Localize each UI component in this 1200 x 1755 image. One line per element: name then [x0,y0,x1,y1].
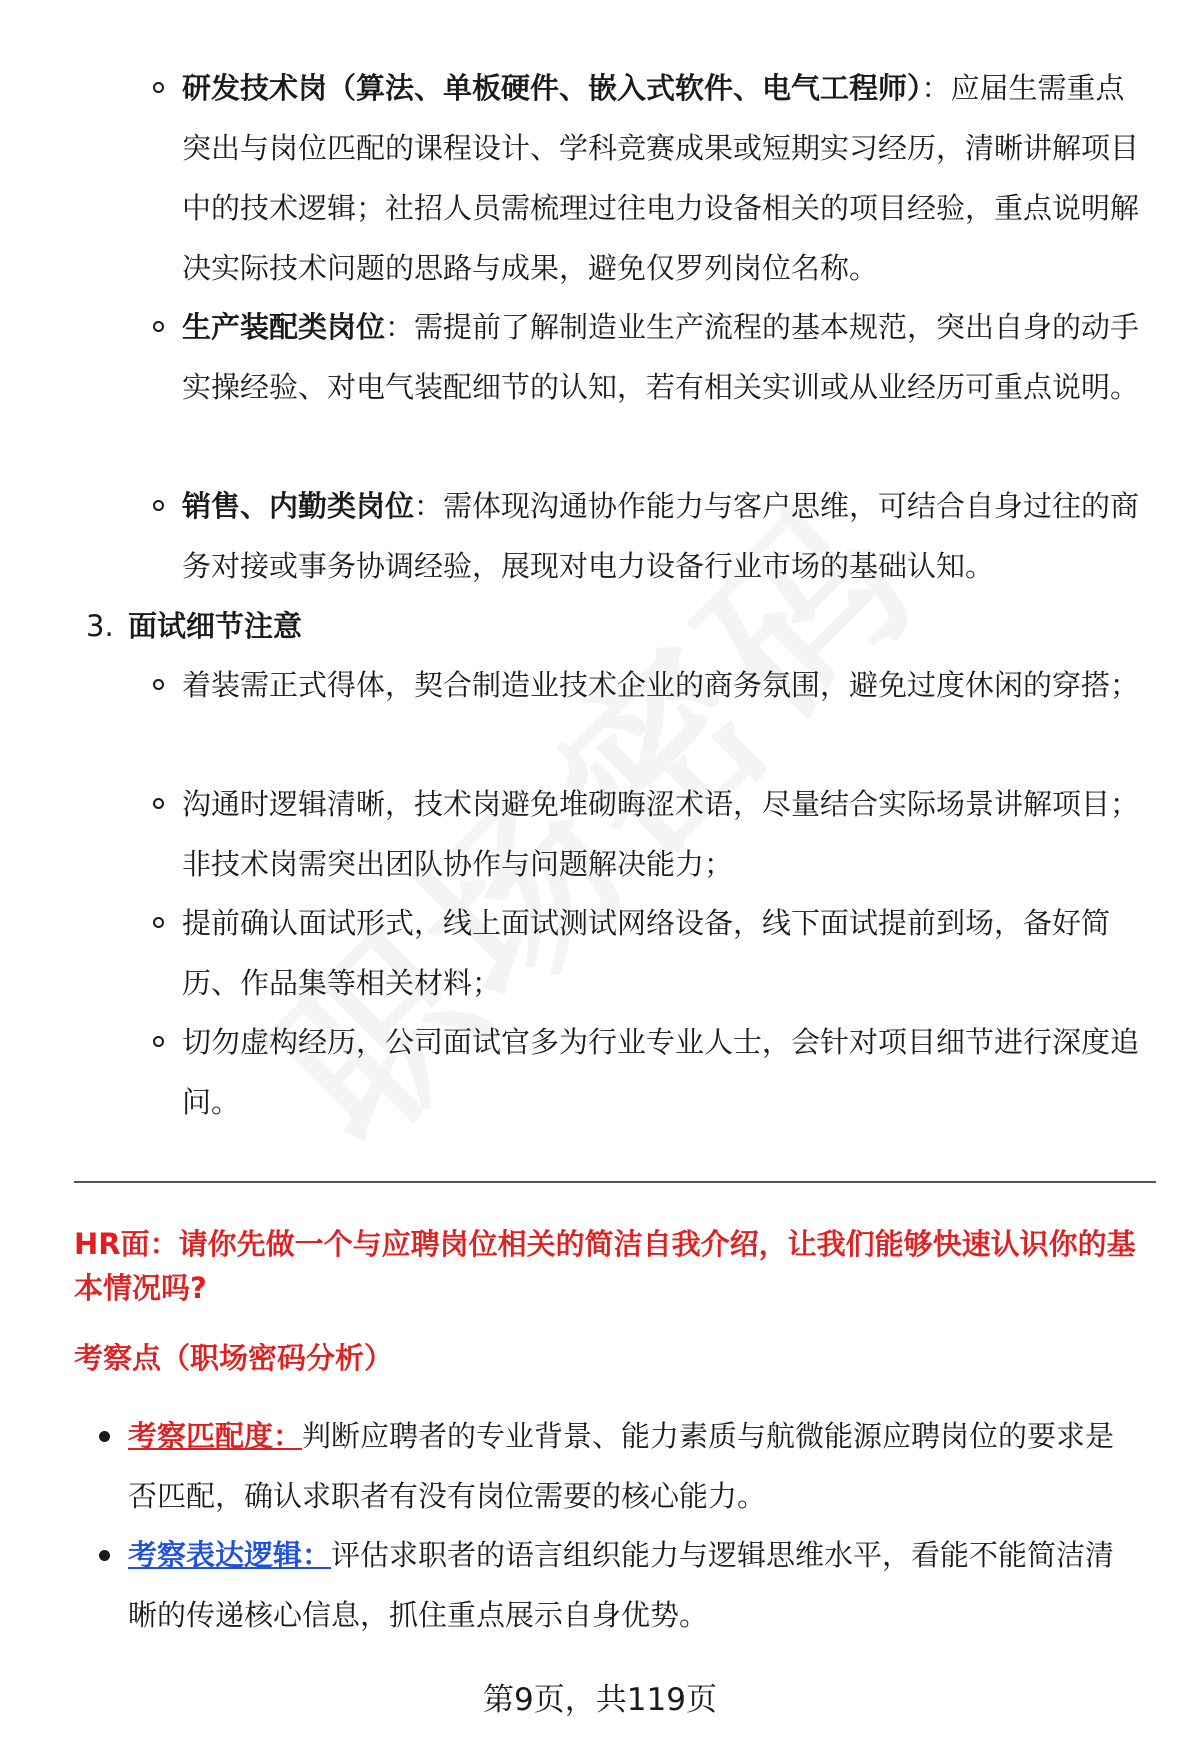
list-item-production [182,297,1140,417]
point-label: 考察表达逻辑： [128,1538,332,1572]
list-item: 沟通时逻辑清晰，技术岗避免堆砌晦涩术语，尽量结合实际场景讲解项目；非技术岗需突出团队协作与问题解决能力； [182,787,1140,881]
page-footer: 第9页，共119页 [483,1682,717,1718]
list-item-sales [182,476,1140,596]
dot-bullet-icon [99,1550,110,1561]
dot-bullet-icon [99,1431,110,1442]
list-item: 切勿虚构经历，公司面试官多为行业专业人士，会针对项目细节进行深度追问。 [182,1025,1140,1119]
item-label: 生产装配类岗位 [182,310,386,344]
item-text: ：应届生需重点突出与岗位匹配的课程设计、学科竞赛成果或短期实习经历，清晰讲解项目中的技术逻辑；社招人员需梳理过往电力设备相关的项目经验，重点说明解决实际技术问题的思路与成果，避免仅罗列岗位名称。 [182,71,1140,285]
list-item: 提前确认面试形式，线上面试测试网络设备，线下面试提前到场，备好简历、作品集等相关材料； [182,906,1111,1000]
item-label: 销售、内勤类岗位 [182,489,415,523]
hollow-bullet-icon [153,500,164,511]
analysis-point-logic [128,1525,1140,1645]
hollow-bullet-icon [153,798,164,809]
item-text: ：需提前了解制造业生产流程的基本规范，突出自身的动手实操经验、对电气装配细节的认知，若有相关实训或从业经历可重点说明。 [182,310,1140,404]
hollow-bullet-icon [153,917,164,928]
list-item: 着装需正式得体，契合制造业技术企业的商务氛围，避免过度休闲的穿搭； [182,668,1140,702]
hollow-bullet-icon [153,82,164,93]
section-heading [86,596,302,656]
section-number: 3. [86,609,114,643]
item-text: ：需体现沟通协作能力与客户思维，可结合自身过往的商务对接或事务协调经验，展现对电力设备行业市场的基础认知。 [182,489,1140,583]
item-label: 研发技术岗（算法、单板硬件、嵌入式软件、电气工程师） [182,71,922,105]
hr-question: HR面：请你先做一个与应聘岗位相关的简洁自我介绍，让我们能够快速认识你的基本情况吗? [74,1227,1136,1305]
analysis-title: 考察点（职场密码分析） [74,1341,394,1375]
analysis-point-match [128,1406,1140,1526]
point-text: 评估求职者的语言组织能力与逻辑思维水平，看能不能简洁清晰的传递核心信息，抓住重点展示自身优势。 [128,1538,1115,1632]
point-label: 考察匹配度： [128,1419,303,1453]
section-title: 面试细节注意 [128,609,303,643]
hollow-bullet-icon [153,679,164,690]
divider [74,1181,1156,1183]
list-item-rd [182,58,1140,298]
hollow-bullet-icon [153,321,164,332]
hollow-bullet-icon [153,1036,164,1047]
point-text: 判断应聘者的专业背景、能力素质与航微能源应聘岗位的要求是否匹配，确认求职者有没有岗位需要的核心能力。 [128,1419,1115,1513]
